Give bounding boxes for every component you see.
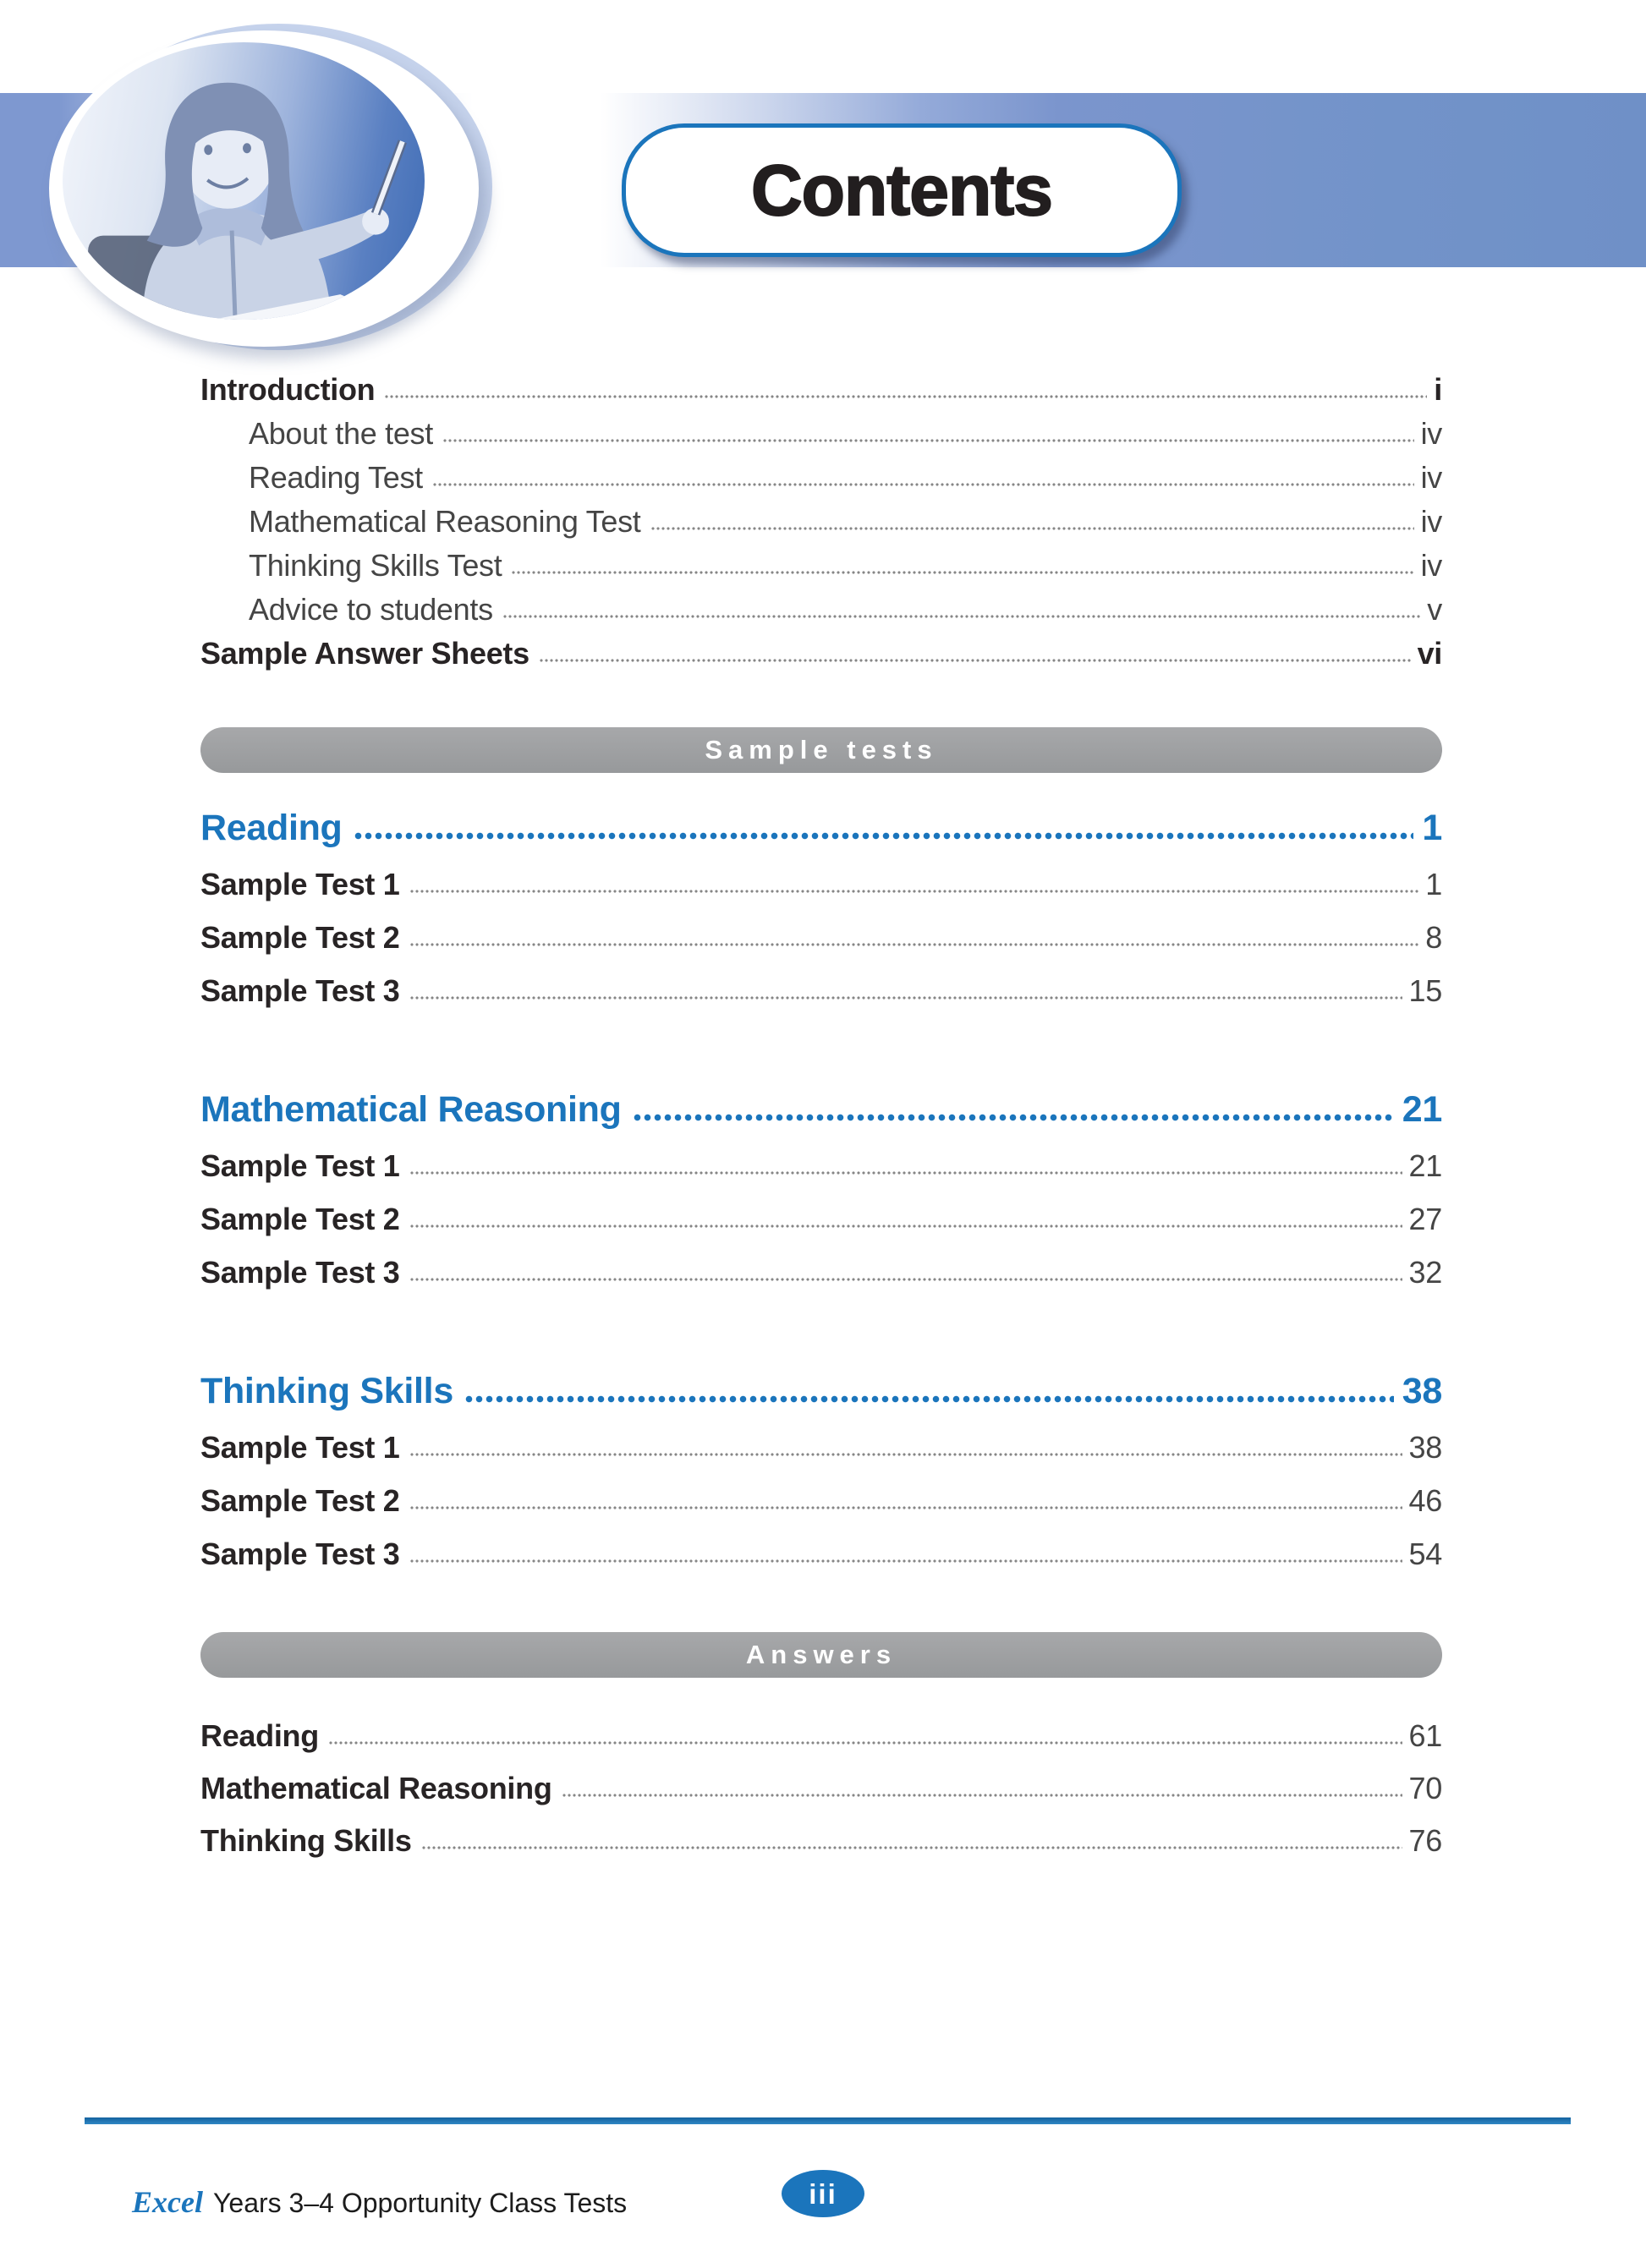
dotted-leader	[540, 659, 1411, 662]
section-bar-answers	[200, 1632, 1442, 1678]
toc-label: Sample Test 2	[200, 920, 400, 956]
section-page-number: 21	[1402, 1088, 1442, 1130]
toc-label: Mathematical Reasoning	[200, 1771, 552, 1806]
dotted-leader	[410, 1506, 1402, 1509]
section-heading-label: Mathematical Reasoning	[200, 1088, 622, 1130]
dotted-leader	[410, 943, 1419, 946]
section-heading-label: Reading	[200, 807, 343, 848]
dotted-leader	[410, 1453, 1402, 1456]
toc-label: Thinking Skills	[200, 1823, 412, 1859]
dotted-leader	[329, 1741, 1402, 1745]
toc-label: Sample Test 2	[200, 1483, 400, 1519]
section-page-number: 38	[1402, 1370, 1442, 1411]
section-heading-label: Thinking Skills	[200, 1370, 453, 1411]
excel-brand-logo: Excel	[132, 2185, 203, 2219]
toc-row-sample-test	[200, 847, 1442, 901]
toc-page-number: 76	[1408, 1823, 1442, 1859]
section-heading-mathematical-reasoning	[200, 1075, 1442, 1129]
toc-label: Sample Test 1	[200, 1430, 400, 1465]
toc-label: Reading Test	[249, 460, 423, 496]
toc-page-number: 70	[1408, 1771, 1442, 1806]
photo-window	[63, 42, 425, 320]
toc-label: Sample Test 1	[200, 867, 400, 902]
blue-dotted-leader	[465, 1395, 1394, 1403]
page-title-box	[622, 123, 1182, 257]
toc-page-number: 32	[1408, 1255, 1442, 1290]
dotted-leader	[410, 1559, 1402, 1563]
toc-page-number: 1	[1425, 867, 1442, 902]
page-number-badge	[782, 2170, 864, 2217]
toc-page-number: iv	[1420, 460, 1442, 496]
section-thinking-skills	[200, 1356, 1442, 1570]
page-title: Contents	[751, 151, 1052, 230]
toc-row-advice-to-students	[200, 582, 1442, 626]
toc-row-sample-test	[200, 1129, 1442, 1182]
toc-row-sample-answer-sheets	[200, 626, 1442, 670]
section-reading	[200, 793, 1442, 1007]
toc-page-number: 61	[1408, 1718, 1442, 1754]
dotted-leader	[503, 615, 1421, 618]
toc-label: Sample Test 3	[200, 973, 400, 1009]
toc-row-introduction	[200, 362, 1442, 406]
toc-row-sample-test	[200, 901, 1442, 954]
dotted-leader	[410, 1224, 1402, 1228]
section-heading-reading	[200, 793, 1442, 847]
toc-page-number: 27	[1408, 1202, 1442, 1237]
toc-page-number: vi	[1417, 636, 1442, 671]
toc-page-number: 54	[1408, 1537, 1442, 1572]
front-matter-list	[200, 362, 1442, 670]
toc-page-number: iv	[1420, 548, 1442, 583]
toc-page-number: 38	[1408, 1430, 1442, 1465]
dotted-leader	[433, 483, 1414, 486]
toc-row-answers-mathematical-reasoning	[200, 1752, 1442, 1805]
dotted-leader	[410, 996, 1402, 1000]
toc-row-thinking-skills-test	[200, 538, 1442, 582]
toc-page-number: 46	[1408, 1483, 1442, 1519]
dotted-leader	[562, 1794, 1402, 1797]
toc-row-sample-test	[200, 1182, 1442, 1235]
toc-label: Thinking Skills Test	[249, 548, 502, 583]
toc-row-answers-thinking-skills	[200, 1805, 1442, 1857]
toc-label: Mathematical Reasoning Test	[249, 504, 641, 540]
toc-page-number: 15	[1408, 973, 1442, 1009]
footer	[132, 2184, 627, 2220]
toc-label: Reading	[200, 1718, 319, 1754]
dotted-leader	[410, 1171, 1402, 1175]
toc-label: Advice to students	[249, 592, 493, 627]
dotted-leader	[422, 1846, 1402, 1849]
toc-label: Sample Answer Sheets	[200, 636, 529, 671]
student-photo-illustration	[63, 42, 425, 320]
toc-label: Introduction	[200, 372, 376, 408]
book-title: Years 3–4 Opportunity Class Tests	[212, 2188, 628, 2218]
section-bar-label: Answers	[745, 1640, 897, 1669]
table-of-contents	[200, 362, 1442, 1857]
dotted-leader	[512, 571, 1413, 574]
section-heading-thinking-skills	[200, 1356, 1442, 1411]
student-photo	[49, 30, 479, 347]
section-bar-label: Sample tests	[705, 735, 938, 764]
toc-row-reading-test	[200, 450, 1442, 494]
toc-row-sample-test	[200, 1464, 1442, 1517]
toc-page-number: 21	[1408, 1148, 1442, 1184]
toc-row-sample-test	[200, 1235, 1442, 1289]
answers-list	[200, 1700, 1442, 1857]
toc-page-number: iv	[1420, 416, 1442, 452]
dotted-leader	[651, 527, 1414, 530]
toc-page-number: iv	[1420, 504, 1442, 540]
toc-page-number: v	[1427, 592, 1442, 627]
blue-dotted-leader	[634, 1114, 1394, 1121]
toc-label: About the test	[249, 416, 433, 452]
toc-page-number: i	[1434, 372, 1442, 408]
toc-row-mathematical-reasoning-test	[200, 494, 1442, 538]
toc-row-answers-reading	[200, 1700, 1442, 1752]
blue-dotted-leader	[354, 832, 1414, 840]
page-number: iii	[809, 2178, 837, 2210]
footer-rule	[85, 2117, 1571, 2124]
toc-label: Sample Test 2	[200, 1202, 400, 1237]
toc-page-number: 8	[1425, 920, 1442, 956]
section-bar-sample-tests	[200, 727, 1442, 773]
section-mathematical-reasoning	[200, 1075, 1442, 1289]
toc-row-about-the-test	[200, 406, 1442, 450]
dotted-leader	[410, 890, 1419, 893]
dotted-leader	[385, 395, 1427, 398]
toc-label: Sample Test 3	[200, 1255, 400, 1290]
toc-row-sample-test	[200, 1411, 1442, 1464]
dotted-leader	[443, 439, 1414, 442]
toc-row-sample-test	[200, 1517, 1442, 1570]
toc-label: Sample Test 3	[200, 1537, 400, 1572]
dotted-leader	[410, 1278, 1402, 1281]
toc-row-sample-test	[200, 954, 1442, 1007]
section-page-number: 1	[1422, 807, 1442, 848]
toc-label: Sample Test 1	[200, 1148, 400, 1184]
